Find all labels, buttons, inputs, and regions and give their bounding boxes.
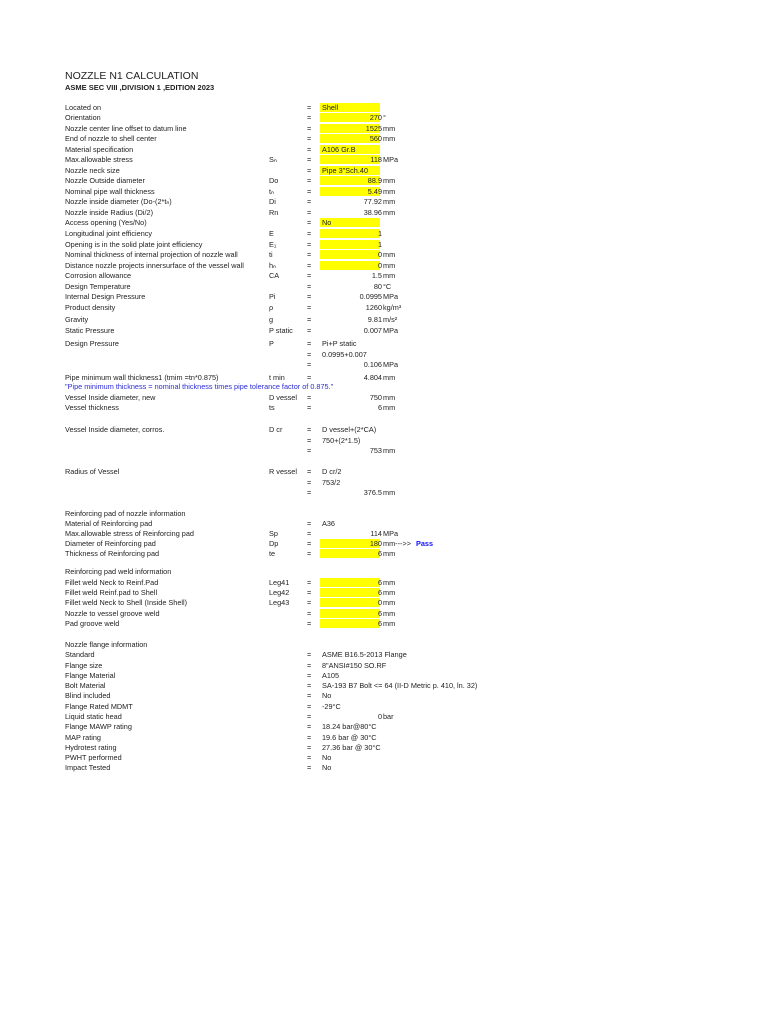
- row-symbol: Do: [269, 176, 279, 185]
- row-number-value: 38.96: [363, 208, 382, 217]
- row-symbol: E: [269, 229, 274, 238]
- row-symbol: E₁: [269, 240, 277, 249]
- row-equals: =: [307, 578, 312, 587]
- row-label: Nozzle to vessel groove weld: [65, 609, 160, 618]
- row-label: Impact Tested: [65, 763, 111, 772]
- row-symbol: Leg43: [269, 598, 290, 607]
- row-label: Liquid static head: [65, 712, 122, 721]
- row-label: Blind included: [65, 691, 111, 700]
- row-text-value: A106 Gr.B: [322, 145, 356, 154]
- row-unit: mm: [383, 373, 396, 382]
- row-label: Radius of Vessel: [65, 467, 120, 476]
- row-label: Vessel thickness: [65, 403, 119, 412]
- row-label: Standard: [65, 650, 95, 659]
- row-equals: =: [307, 702, 312, 711]
- row-label: MAP rating: [65, 733, 101, 742]
- row-label: Product density: [65, 303, 116, 312]
- row-label: Hydrotest rating: [65, 743, 117, 752]
- row-text-value: Pi+P static: [322, 339, 357, 348]
- row-number-value: 118: [370, 155, 382, 164]
- pass-status: Pass: [416, 539, 434, 548]
- row-unit: mm: [383, 261, 396, 270]
- row-label: Design Temperature: [65, 282, 131, 291]
- row-equals: =: [307, 166, 312, 175]
- row-number-value: 6: [377, 549, 382, 558]
- row-text-value: Pipe 3"Sch.40: [322, 166, 368, 175]
- row-symbol: ts: [269, 403, 275, 412]
- row-text-value: No: [322, 218, 332, 227]
- row-number-value: 5.49: [367, 187, 382, 196]
- row-label: Pipe minimum wall thickness1 (tmim =tn*0.875): [65, 373, 219, 382]
- row-text-value: No: [322, 691, 332, 700]
- row-number-value: 750: [369, 393, 382, 402]
- row-label: Longitudinal joint efficiency: [65, 229, 153, 238]
- row-unit: mm: [383, 197, 396, 206]
- row-unit: MPa: [383, 326, 399, 335]
- row-text-value: A105: [322, 671, 340, 680]
- row-label: Access opening (Yes/No): [65, 218, 147, 227]
- row-equals: =: [307, 113, 312, 122]
- row-label: Vessel Inside diameter, new: [65, 393, 156, 402]
- row-equals: =: [307, 753, 312, 762]
- row-equals: =: [307, 124, 312, 133]
- row-unit: MPa: [383, 155, 399, 164]
- row-equals: =: [307, 609, 312, 618]
- row-equals: =: [307, 661, 312, 670]
- row-equals: =: [307, 722, 312, 731]
- row-number-value: 9.81: [367, 315, 382, 324]
- row-number-value: 1.5: [371, 271, 382, 280]
- row-symbol: ρ: [269, 303, 274, 312]
- row-number-value: 0.007: [363, 326, 382, 335]
- row-number-value: 270: [369, 113, 382, 122]
- row-unit: mm--->>: [383, 539, 411, 548]
- row-number-value: 0: [377, 712, 382, 721]
- row-equals: =: [307, 240, 312, 249]
- row-text-value: 753/2: [322, 478, 341, 487]
- row-number-value: 88.9: [367, 176, 382, 185]
- input-highlight: [320, 578, 380, 587]
- row-unit: mm: [383, 588, 396, 597]
- row-number-value: 1525: [365, 124, 382, 133]
- row-number-value: 0.106: [363, 360, 382, 369]
- row-symbol: te: [269, 549, 276, 558]
- row-equals: =: [307, 529, 312, 538]
- row-symbol: D cr: [269, 425, 283, 434]
- input-highlight: [320, 261, 380, 270]
- row-equals: =: [307, 588, 312, 597]
- row-label: Static Pressure: [65, 326, 115, 335]
- row-number-value: 180: [369, 539, 382, 548]
- row-equals: =: [307, 446, 312, 455]
- row-unit: MPa: [383, 292, 399, 301]
- row-label: Fillet weld Neck to Shell (Inside Shell): [65, 598, 188, 607]
- row-number-value: 1260: [365, 303, 382, 312]
- row-equals: =: [307, 187, 312, 196]
- row-symbol: Di: [269, 197, 276, 206]
- row-equals: =: [307, 261, 312, 270]
- page-subtitle: ASME SEC VIII ,DIVISION 1 ,EDITION 2023: [65, 83, 215, 92]
- row-text-value: Shell: [322, 103, 339, 112]
- row-unit: mm: [383, 488, 396, 497]
- row-equals: =: [307, 373, 312, 382]
- row-unit: m/s²: [383, 315, 398, 324]
- row-text-value: 0.0995+0.007: [322, 350, 367, 359]
- row-equals: =: [307, 488, 312, 497]
- pipe-thickness-note: "Pipe minimum thickness = nominal thickness times pipe tolerance factor of 0.875.": [65, 382, 334, 391]
- row-label: Diameter of Reinforcing pad: [65, 539, 156, 548]
- row-text-value: SA-193 B7 Bolt <= 64 (II-D Metric p. 410, ln. 32): [322, 681, 478, 690]
- row-unit: mm: [383, 134, 396, 143]
- input-highlight: [320, 250, 380, 259]
- row-text-value: 19.6 bar @ 30°C: [322, 733, 377, 742]
- row-equals: =: [307, 691, 312, 700]
- row-number-value: 4.804: [363, 373, 382, 382]
- row-equals: =: [307, 218, 312, 227]
- row-label: Located on: [65, 103, 102, 112]
- row-number-value: 77.92: [363, 197, 382, 206]
- row-label: Nominal pipe wall thickness: [65, 187, 155, 196]
- row-equals: =: [307, 393, 312, 402]
- row-unit: mm: [383, 619, 396, 628]
- row-equals: =: [307, 271, 312, 280]
- row-unit: mm: [383, 393, 396, 402]
- row-equals: =: [307, 155, 312, 164]
- row-unit: mm: [383, 187, 396, 196]
- row-unit: mm: [383, 549, 396, 558]
- row-equals: =: [307, 326, 312, 335]
- row-number-value: 6: [377, 578, 382, 587]
- row-equals: =: [307, 403, 312, 412]
- row-symbol: P: [269, 339, 274, 348]
- row-unit: mm: [383, 609, 396, 618]
- input-highlight: [320, 588, 380, 597]
- row-label: Nozzle Outside diameter: [65, 176, 145, 185]
- row-label: End of nozzle to shell center: [65, 134, 157, 143]
- input-highlight: [320, 240, 380, 249]
- input-highlight: [320, 598, 380, 607]
- row-symbol: Sp: [269, 529, 278, 538]
- row-symbol: Pi: [269, 292, 276, 301]
- row-number-value: 0: [377, 261, 382, 270]
- row-symbol: Leg42: [269, 588, 290, 597]
- row-equals: =: [307, 733, 312, 742]
- input-highlight: [320, 549, 380, 558]
- row-symbol: tₙ: [269, 187, 274, 196]
- row-label: Nozzle center line offset to datum line: [65, 124, 187, 133]
- row-label: Design Pressure: [65, 339, 119, 348]
- row-label: Nominal thickness of internal projection of nozzle wall: [65, 250, 238, 259]
- row-symbol: Dp: [269, 539, 279, 548]
- row-number-value: 560: [369, 134, 382, 143]
- row-label: Orientation: [65, 113, 101, 122]
- row-equals: =: [307, 743, 312, 752]
- row-label: Flange MAWP rating: [65, 722, 132, 731]
- row-number-value: 6: [377, 588, 382, 597]
- row-label: Pad groove weld: [65, 619, 120, 628]
- row-label: Distance nozzle projects innersurface of the vessel wall: [65, 261, 244, 270]
- row-number-value: 0: [377, 598, 382, 607]
- row-equals: =: [307, 763, 312, 772]
- row-number-value: 0.0995: [359, 292, 382, 301]
- row-label: Gravity: [65, 315, 89, 324]
- row-unit: mm: [383, 598, 396, 607]
- row-symbol: R vessel: [269, 467, 297, 476]
- row-unit: mm: [383, 250, 396, 259]
- row-text-value: No: [322, 763, 332, 772]
- row-unit: °C: [383, 282, 392, 291]
- row-equals: =: [307, 176, 312, 185]
- row-label: Internal Design Pressure: [65, 292, 146, 301]
- row-number-value: 753: [369, 446, 382, 455]
- row-equals: =: [307, 197, 312, 206]
- row-equals: =: [307, 145, 312, 154]
- row-equals: =: [307, 478, 312, 487]
- row-label: Fillet weld Reinf.pad to Shell: [65, 588, 158, 597]
- row-unit: °: [383, 113, 386, 122]
- row-equals: =: [307, 619, 312, 628]
- input-highlight: [320, 229, 380, 238]
- row-label: Bolt Material: [65, 681, 106, 690]
- row-symbol: Rn: [269, 208, 279, 217]
- row-unit: MPa: [383, 360, 399, 369]
- row-label: Material specification: [65, 145, 134, 154]
- row-equals: =: [307, 229, 312, 238]
- row-number-value: 114: [370, 529, 382, 538]
- row-symbol: D vessel: [269, 393, 297, 402]
- row-number-value: 376.5: [363, 488, 382, 497]
- row-equals: =: [307, 539, 312, 548]
- page-title: NOZZLE N1 CALCULATION: [65, 70, 199, 82]
- row-number-value: 1: [377, 229, 382, 238]
- row-text-value: 27.36 bar @ 30°C: [322, 743, 381, 752]
- row-number-value: 1: [377, 240, 382, 249]
- row-number-value: 6: [377, 403, 382, 412]
- row-equals: =: [307, 425, 312, 434]
- row-equals: =: [307, 436, 312, 445]
- row-text-value: 750+(2*1.5): [322, 436, 361, 445]
- row-equals: =: [307, 134, 312, 143]
- row-equals: =: [307, 549, 312, 558]
- row-text-value: 8"ANSI#150 SO.RF: [322, 661, 387, 670]
- row-symbol: CA: [269, 271, 280, 280]
- row-symbol: Leg41: [269, 578, 290, 587]
- row-label: Flange size: [65, 661, 103, 670]
- row-symbol: ti: [269, 250, 273, 259]
- row-symbol: hₙ: [269, 261, 276, 270]
- row-label: Material of Reinforcing pad: [65, 519, 153, 528]
- row-label: Thickness of Reinforcing pad: [65, 549, 160, 558]
- row-equals: =: [307, 208, 312, 217]
- row-unit: mm: [383, 403, 396, 412]
- row-label: Flange Material: [65, 671, 116, 680]
- row-equals: =: [307, 103, 312, 112]
- row-label: Max.allowable stress: [65, 155, 133, 164]
- input-highlight: [320, 619, 380, 628]
- row-equals: =: [307, 339, 312, 348]
- row-label: Opening is in the solid plate joint efficiency: [65, 240, 203, 249]
- row-unit: mm: [383, 208, 396, 217]
- row-equals: =: [307, 282, 312, 291]
- row-unit: bar: [383, 712, 394, 721]
- row-symbol: g: [269, 315, 274, 324]
- input-highlight: [320, 609, 380, 618]
- row-number-value: 80: [373, 282, 382, 291]
- row-equals: =: [307, 350, 312, 359]
- row-number-value: 6: [377, 609, 382, 618]
- row-text-value: A36: [322, 519, 335, 528]
- row-unit: mm: [383, 578, 396, 587]
- row-unit: mm: [383, 124, 396, 133]
- row-label: Vessel Inside diameter, corros.: [65, 425, 165, 434]
- row-label: Nozzle neck size: [65, 166, 120, 175]
- row-equals: =: [307, 250, 312, 259]
- row-unit: mm: [383, 176, 396, 185]
- row-label: Nozzle flange information: [65, 640, 148, 649]
- row-equals: =: [307, 315, 312, 324]
- row-unit: MPa: [383, 529, 399, 538]
- row-equals: =: [307, 360, 312, 369]
- row-number-value: 6: [377, 619, 382, 628]
- row-text-value: -29°C: [322, 702, 341, 711]
- row-equals: =: [307, 467, 312, 476]
- row-text-value: D vessel+(2*CA): [322, 425, 377, 434]
- row-symbol: P static: [269, 326, 293, 335]
- row-equals: =: [307, 519, 312, 528]
- row-number-value: 0: [377, 250, 382, 259]
- row-equals: =: [307, 292, 312, 301]
- row-text-value: No: [322, 753, 332, 762]
- row-equals: =: [307, 598, 312, 607]
- row-unit: mm: [383, 271, 396, 280]
- row-label: Max.allowable stress of Reinforcing pad: [65, 529, 194, 538]
- row-label: Nozzle inside diameter (Do-(2*tₙ): [65, 197, 172, 206]
- row-label: Reinforcing pad weld information: [65, 567, 172, 576]
- row-equals: =: [307, 671, 312, 680]
- row-label: PWHT performed: [65, 753, 122, 762]
- row-unit: mm: [383, 446, 396, 455]
- row-label: Fillet weld Neck to Reinf.Pad: [65, 578, 159, 587]
- row-equals: =: [307, 303, 312, 312]
- row-label: Flange Rated MDMT: [65, 702, 133, 711]
- row-text-value: ASME B16.5-2013 Flange: [322, 650, 407, 659]
- row-equals: =: [307, 681, 312, 690]
- row-equals: =: [307, 712, 312, 721]
- row-label: Reinforcing pad of nozzle information: [65, 509, 186, 518]
- row-unit: kg/m³: [383, 303, 402, 312]
- row-symbol: Sₙ: [269, 155, 277, 164]
- row-equals: =: [307, 650, 312, 659]
- row-symbol: t min: [269, 373, 285, 382]
- row-text-value: D cr/2: [322, 467, 342, 476]
- row-label: Nozzle inside Radius (Di/2): [65, 208, 154, 217]
- row-text-value: 18.24 bar@80°C: [322, 722, 377, 731]
- row-label: Corrosion allowance: [65, 271, 132, 280]
